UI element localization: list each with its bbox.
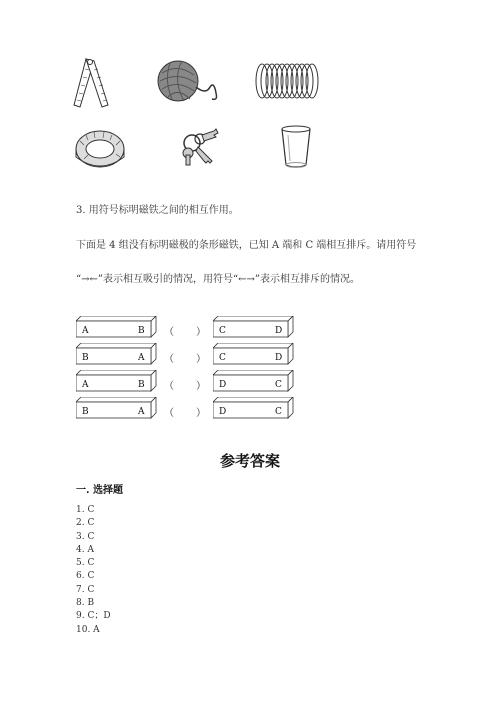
answer-paren-open: （ [164, 327, 174, 338]
magnet-right [213, 343, 297, 365]
magnet-pole-label: D [275, 326, 283, 336]
answer-item: 9. C；D [76, 611, 111, 622]
tape-measure-icon [76, 131, 124, 167]
question-title: 3. 用符号标明磁铁之间的相互作用。 [76, 205, 239, 216]
answer-item: 10. A [76, 624, 100, 635]
magnet-pole-label: B [82, 407, 89, 417]
magnet-pole-label: A [138, 407, 145, 417]
magnet-pole-label: A [138, 353, 145, 363]
question-line-1: 下面是 4 组没有标明磁极的条形磁铁，已知 A 端和 C 端相互排斥。请用符号 [76, 240, 417, 251]
magnet-pole-label: D [219, 380, 227, 390]
magnet-pole-label: D [275, 353, 283, 363]
magnet-pole-label: B [138, 380, 145, 390]
answer-item: 5. C [76, 558, 95, 569]
magnet-left [76, 370, 160, 392]
magnet-right [213, 370, 297, 392]
answer-paren-close: ） [196, 381, 206, 392]
answer-paren-close: ） [196, 408, 206, 419]
glass-cup-icon [282, 126, 310, 168]
answer-paren-open: （ [164, 408, 174, 419]
magnet-pole-label: C [275, 380, 282, 390]
answer-item: 8. B [76, 598, 95, 609]
answer-item: 1. C [76, 505, 95, 515]
spring-coil-icon [256, 64, 318, 98]
answers-title: 参考答案 [219, 452, 280, 470]
magnet-pole-label: C [275, 407, 282, 417]
question-line-2: “→←”表示相互吸引的情况，用符号“←→”表示相互排斥的情况。 [76, 274, 360, 285]
magnet-left [76, 397, 160, 419]
magnet-pole-label: A [82, 326, 89, 336]
magnet-right [213, 316, 297, 338]
folding-ruler-icon [74, 59, 108, 107]
magnet-left [76, 316, 160, 338]
answers-section-title: 一. 选择题 [76, 485, 123, 496]
answer-paren-close: ） [196, 327, 206, 338]
magnet-pole-label: C [219, 353, 226, 363]
magnet-pole-label: B [138, 326, 145, 336]
magnet-pole-label: B [82, 353, 89, 363]
object-images [60, 55, 340, 185]
answer-item: 4. A [76, 544, 94, 555]
magnet-left [76, 343, 160, 365]
magnet-pole-label: C [219, 326, 226, 336]
magnet-right [213, 397, 297, 419]
answer-list [76, 504, 111, 637]
keys-icon [183, 129, 218, 165]
answer-paren-close: ） [196, 354, 206, 365]
answer-item: 3. C [76, 531, 95, 542]
answer-paren-open: （ [164, 354, 174, 365]
answer-item: 6. C [76, 571, 95, 582]
magnet-pole-label: A [82, 380, 89, 390]
magnet-pole-label: D [219, 407, 227, 417]
answer-item: 2. C [76, 518, 95, 529]
yarn-ball-icon [158, 61, 217, 101]
answer-paren-open: （ [164, 381, 174, 392]
answer-item: 7. C [76, 584, 95, 595]
